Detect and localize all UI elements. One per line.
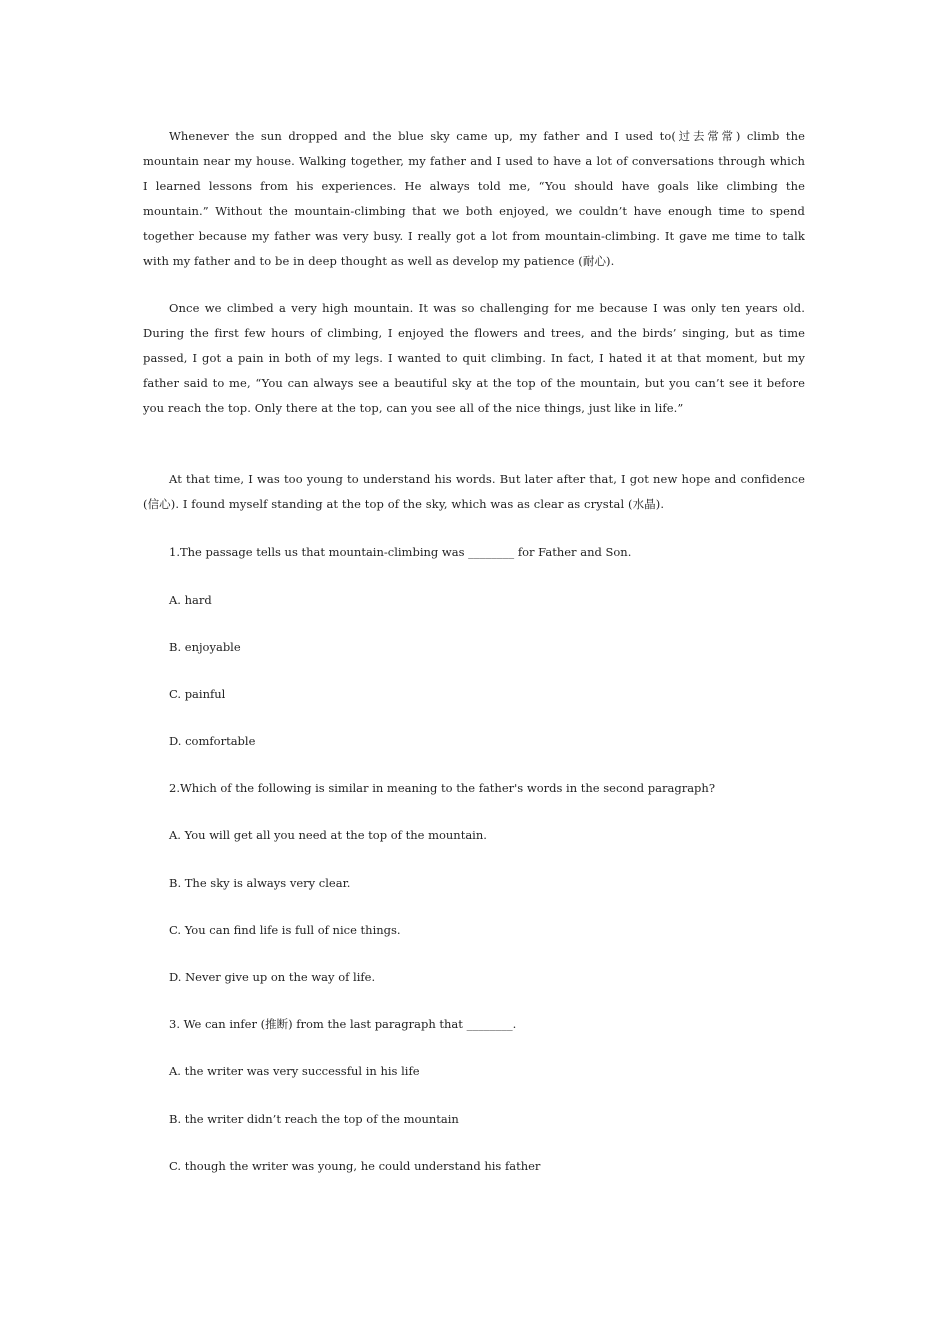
passage-paragraph-1: Whenever the sun dropped and the blue sky came up, my father and I used to(过去常常) climb the mountain near my house. Walking together, my father and I used to have a lot of conversations through which I learned lessons from his experiences. He always told me, “You should have goals like climbing the mountain.” Without the mountain-climbing that we both enjoyed, we couldn’t have enough time to spend together because my father was very busy. I really got a lot from mountain-climbing. It gave me time to talk with my father and to be in deep thought as well as develop my patience (耐心).	[143, 129, 805, 268]
question-1-option-b: B. enjoyable	[169, 640, 241, 654]
question-1-option-d: D. comfortable	[169, 734, 256, 748]
question-2-option-a: A. You will get all you need at the top of the mountain.	[169, 828, 487, 842]
passage-paragraph-2: Once we climbed a very high mountain. It was so challenging for me because I was only ten years old. During the first few hours of climbing, I enjoyed the flowers and trees, and the birds’ singing, but as time passed, I got a pain in both of my legs. I wanted to quit climbing. In fact, I hated it at that moment, but my father said to me, “You can always see a beautiful sky at the top of the mountain, but you can’t see it before you reach the top. Only there at the top, can you see all of the nice things, just like in life.”	[143, 301, 805, 415]
question-3-stem: 3. We can infer (推断) from the last paragraph that ________.	[169, 1017, 517, 1031]
question-2-option-b: B. The sky is always very clear.	[169, 876, 351, 890]
passage-paragraph-3: At that time, I was too young to understand his words. But later after that, I got new hope and confidence (信心). I found myself standing at the top of the sky, which was as clear as crystal (水晶).	[143, 472, 805, 511]
question-2-option-d: D. Never give up on the way of life.	[169, 970, 376, 984]
question-1-option-c: C. painful	[169, 687, 226, 701]
question-1-option-a: A. hard	[169, 593, 212, 607]
question-2-option-c: C. You can find life is full of nice things.	[169, 923, 401, 937]
question-2-stem: 2.Which of the following is similar in meaning to the father's words in the second paragraph?	[169, 781, 715, 795]
question-1-stem: 1.The passage tells us that mountain-climbing was ________ for Father and Son.	[169, 545, 632, 559]
question-3-option-a: A. the writer was very successful in his life	[169, 1064, 420, 1078]
question-3-option-b: B. the writer didn’t reach the top of the mountain	[169, 1112, 459, 1126]
question-3-option-c: C. though the writer was young, he could understand his father	[169, 1159, 541, 1173]
